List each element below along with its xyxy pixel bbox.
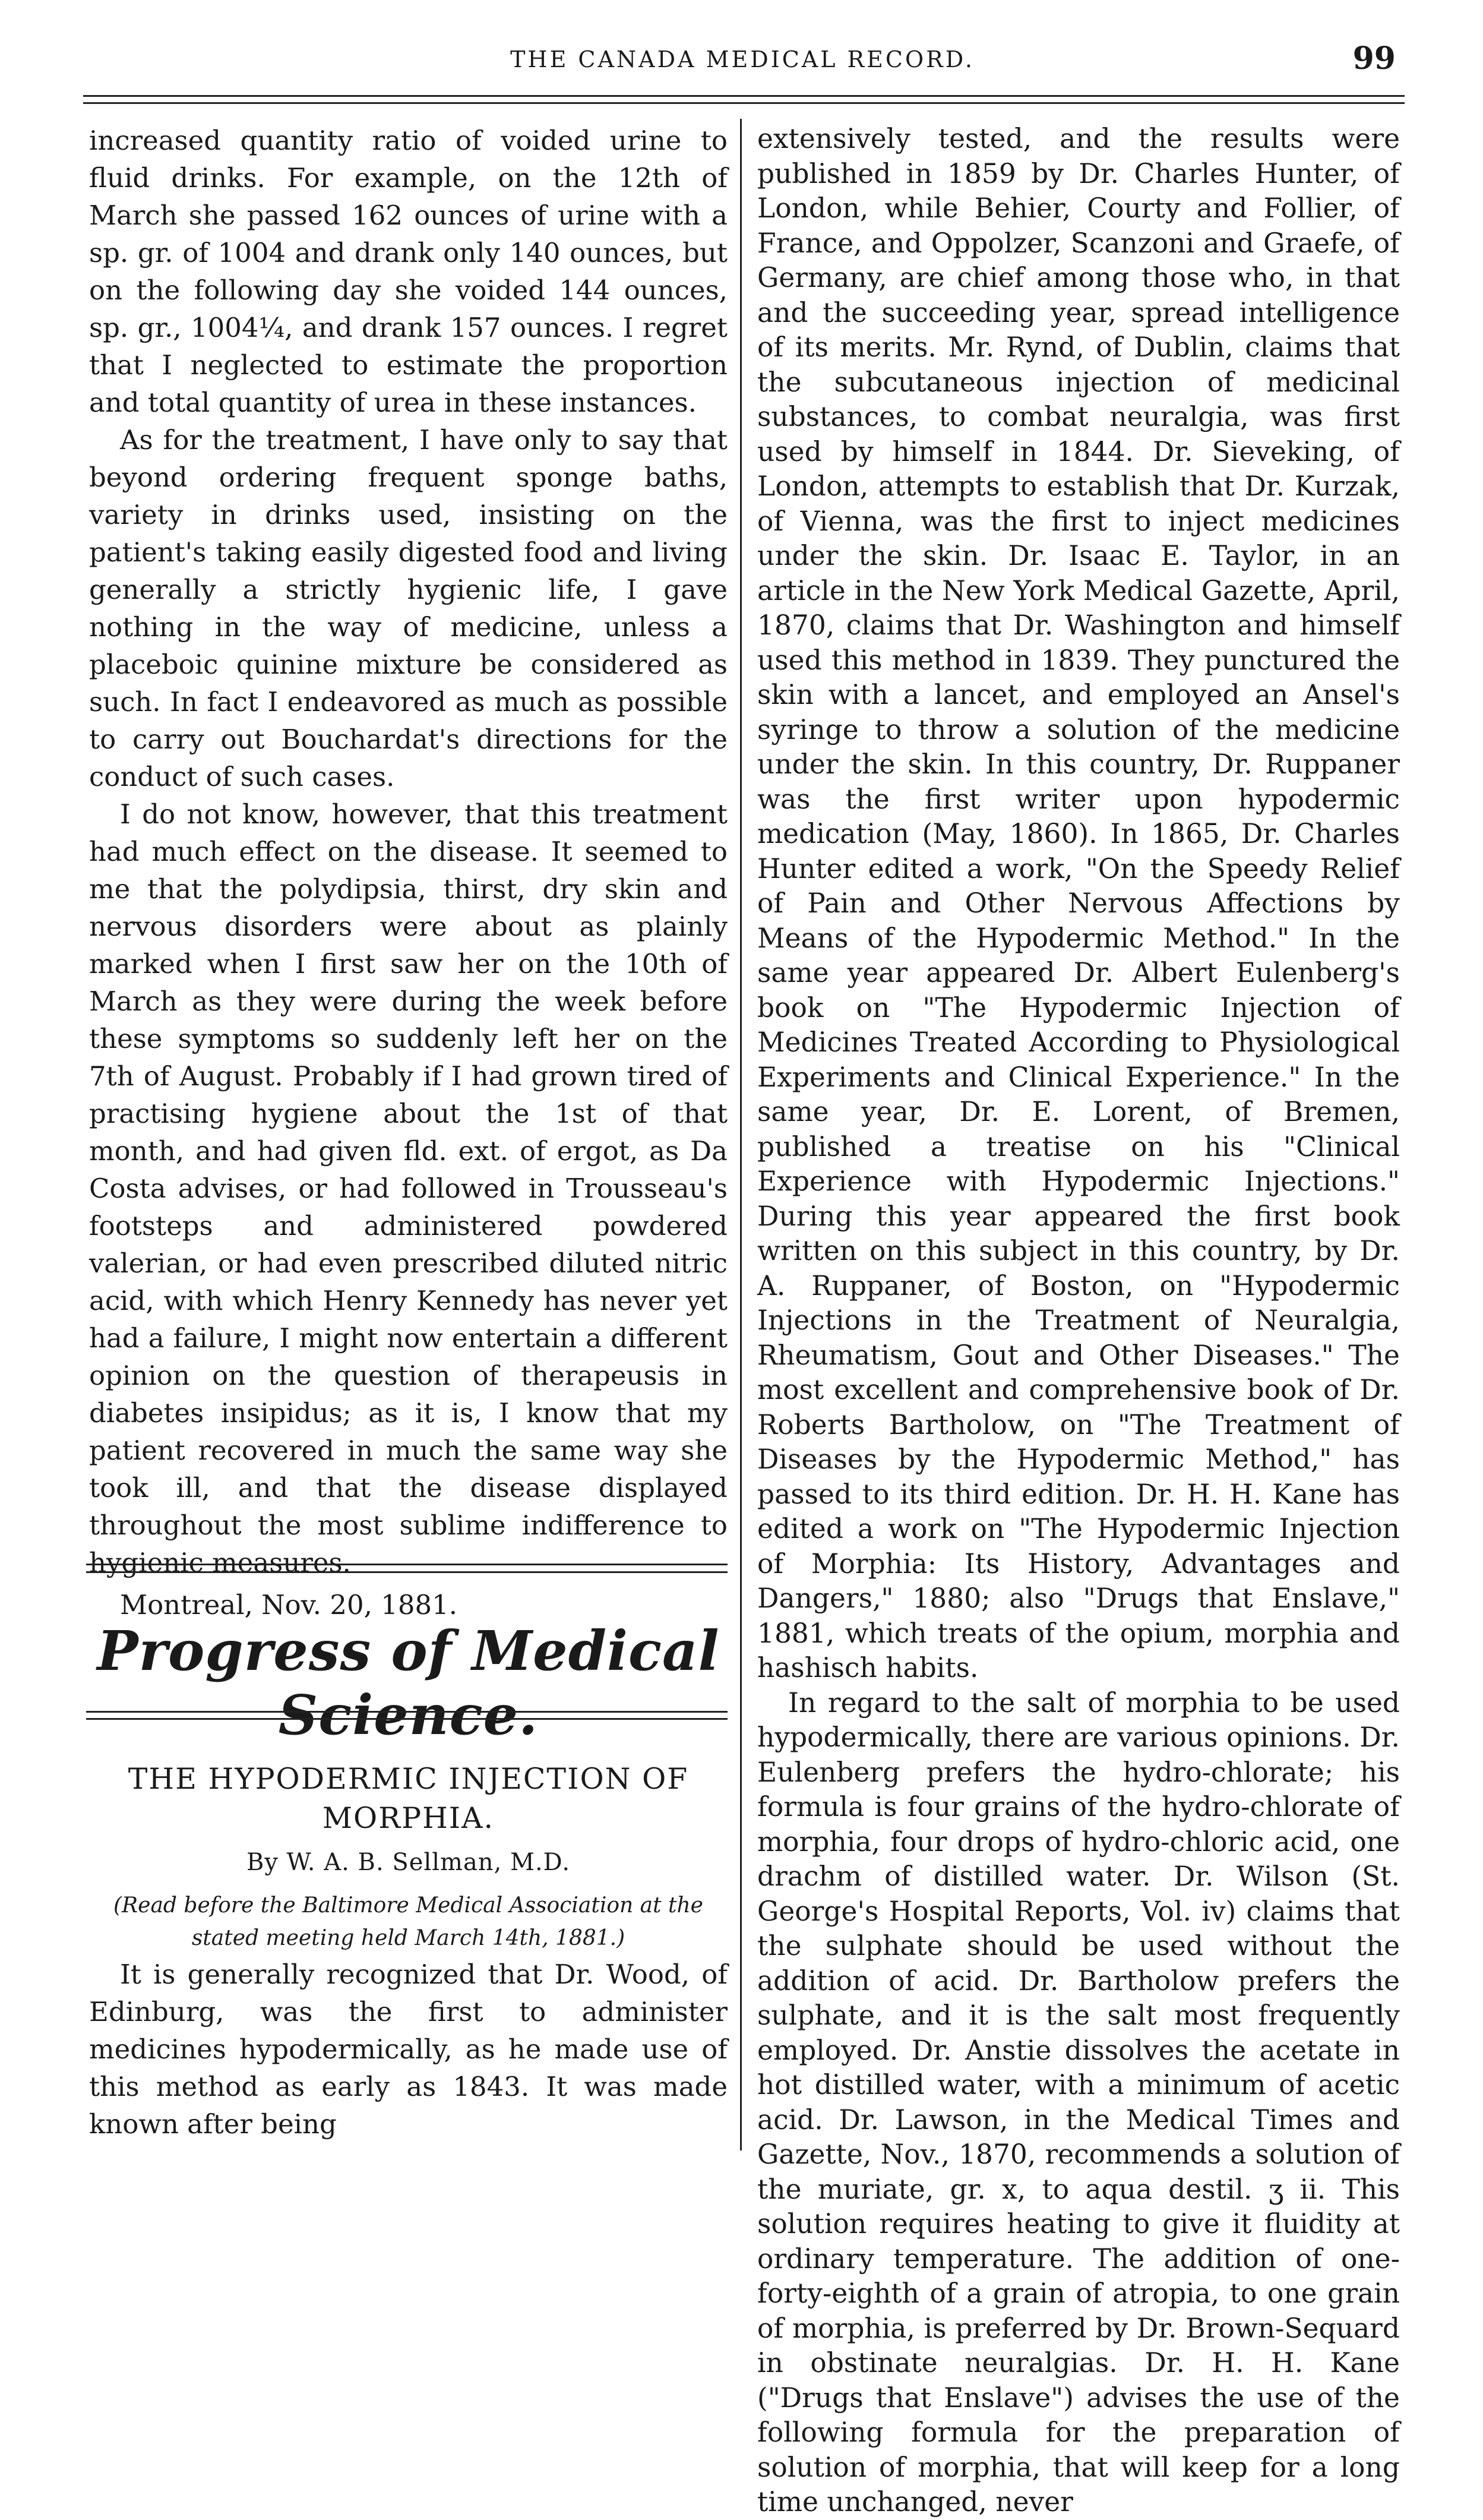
left-column <box>89 122 728 1624</box>
left-paragraph-3: I do not know, however, that this treatment had much effect on the disease. It seemed to me that the polydipsia, thirst, dry skin and nervous disorders were about as plainly marked when I first saw her on the 10th of March as they were during the week before these symptoms so suddenly left her on the 7th of August. Probably if I had grown tired of practising hygiene about the 1st of that month, and had given fld. ext. of ergot, as Da Costa advises, or had followed in Trousseau's footsteps and administered powdered valerian, or had even prescribed diluted nitric acid, with which Henry Kennedy has never yet had a failure, I might now entertain a different opinion on the question of therapeusis in diabetes insipidus; as it is, I know that my patient recovered in much the same way she took ill, and that the disease displayed throughout the most sublime indifference to hygienic measures. <box>89 798 728 1578</box>
right-paragraph-1: extensively tested, and the results were published in 1859 by Dr. Charles Hunter, of London, while Behier, Courty and Follier, of France, and Oppolzer, Scanzoni and Graefe, of Germany, are chief among those who, in that and the succeeding year, spread intelligence of its merits. Mr. Rynd, of Dublin, claims that the subcutaneous injection of medicinal substances, to combat neuralgia, was first used by himself in 1844. Dr. Sieveking, of London, attempts to establish that Dr. Kurzak, of Vienna, was the first to inject medicines under the skin. Dr. Isaac E. Taylor, in an article in the New York Medical Gazette, April, 1870, claims that Dr. Washington and himself used this method in 1839. They punctured the skin with a lancet, and employed an Ansel's syringe to throw a solution of the medicine under the skin. In this country, Dr. Ruppaner was the first writer upon hypodermic medication (May, 1860). In 1865, Dr. Charles Hunter edited a work, "On the Speedy Relief of Pain and Other Nervous Affections by Means of the Hypodermic Method." In the same year appeared Dr. Albert Eulenberg's book on "The Hypodermic Injection of Medicines Treated According to Physiological Experiments and Clinical Experience." In the same year, Dr. E. Lorent, of Bremen, published a treatise on his "Clinical Experience with Hypodermic Injections." During this year appeared the first book written on this subject in this country, by Dr. A. Ruppaner, of Boston, on "Hypodermic Injections in the Treatment of Neuralgia, Rheumatism, Gout and Other Diseases." The most excellent and comprehensive book of Dr. Roberts Bartholow, on "The Treatment of Diseases by the Hypodermic Method," has passed to its third edition. Dr. H. H. Kane has edited a work on "The Hypodermic Injection of Morphia: Its History, Advantages and Dangers," 1880; also "Drugs that Enslave," 1881, which treats of the opium, morphia and hashisch habits. <box>757 123 1400 1684</box>
section-double-rule <box>86 1564 728 1573</box>
article-read-note: (Read before the Baltimore Medical Association at the stated meeting held March 14th, 1881.) <box>113 1893 703 1950</box>
right-paragraph-2: In regard to the salt of morphia to be used hypodermically, there are various opinions. Dr. Eulenberg prefers the hydro-chlorate; his formula is four grains of the hydro-chlorate of morphia, four drops of hydro-chloric acid, one drachm of distilled water. Dr. Wilson (St. George's Hospital Reports, Vol. iv) claims that the sulphate should be used without the addition of acid. Dr. Bartholow prefers the sulphate, and it is the salt most frequently employed. Dr. Anstie dissolves the acetate in hot distilled water, with a minimum of acetic acid. Dr. Lawson, in the Medical Times and Gazette, Nov., 1870, recommends a solution of the muriate, gr. x, to aqua destil. ʒ ii. This solution requires heating to give it fluidity at ordinary temperature. The addition of one-forty-eighth of a grain of atropia, to one grain of morphia, is preferred by Dr. Brown-Sequard in obstinate neuralgias. Dr. H. H. Kane ("Drugs that Enslave") advises the use of the following formula for the preparation of solution of morphia, that will keep for a long time unchanged, never <box>757 1687 1400 2518</box>
column-divider <box>740 119 742 2150</box>
section-rule-top <box>86 1711 728 1713</box>
section-rule-bottom <box>86 1718 728 1720</box>
article-start <box>89 1956 728 2143</box>
right-column <box>757 122 1400 2520</box>
header-rule-top <box>83 95 1405 97</box>
left-paragraph-2: As for the treatment, I have only to say that beyond ordering frequent sponge baths, variety in drinks used, insisting on the patient's taking easily digested food and living generally a strictly hygienic life, I gave nothing in the way of medicine, unless a placeboic quinine mixture be considered as such. In fact I endeavored as much as possible to carry out Bouchardat's directions for the conduct of such cases. <box>89 424 728 792</box>
page-number: 99 <box>1352 40 1396 77</box>
running-title: THE CANADA MEDICAL RECORD. <box>510 46 975 72</box>
article-paragraph-1: It is generally recognized that Dr. Wood, of Edinburg, was the first to administer medicines hypodermically, as he made use of this method as early as 1843. It was made known after being <box>89 1959 728 2140</box>
article-title: THE HYPODERMIC INJECTION OF MORPHIA. <box>128 1762 689 1835</box>
article-byline: By W. A. B. Sellman, M.D. <box>246 1849 571 1876</box>
signoff: Montreal, Nov. 20, 1881. <box>120 1589 458 1621</box>
running-head <box>89 40 1396 82</box>
section-heading: Progress of Medical Science. <box>97 1619 720 1747</box>
header-rule-bottom <box>83 102 1405 104</box>
left-paragraph-1: increased quantity ratio of voided urine to fluid drinks. For example, on the 12th of March she passed 162 ounces of urine with a sp. gr. of 1004 and drank only 140 ounces, but on the following day she voided 144 ounces, sp. gr., 1004¼, and drank 157 ounces. I regret that I neglected to estimate the proportion and total quantity of urea in these instances. <box>89 125 728 418</box>
